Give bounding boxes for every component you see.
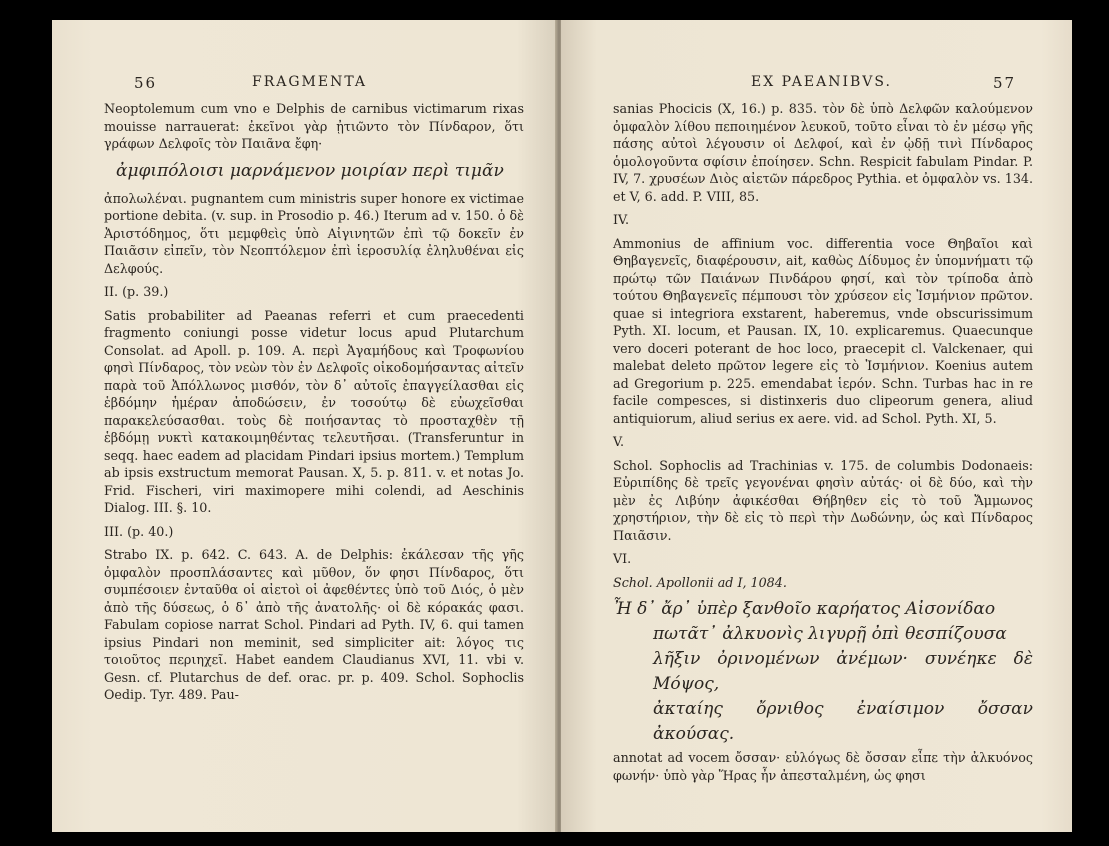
section-heading: IV.	[613, 212, 629, 227]
section-heading: II. (p. 39.)	[104, 284, 169, 299]
verse-line: Ἦ δ᾽ ἄρ᾽ ὑπὲρ ξανθοῖο καρήατος Αἰσονίδαο	[613, 599, 996, 619]
paragraph: Ammonius de affinium voc. differentia voce Θηβαῖοι καὶ Θηβαγενεῖς, διαφέρουσιν, ait, καθὼς Δίδυμος ἐν ὑπομνήματι τῷ πρώτῳ τῶν Παιάνων Πινδάρου φησί, καὶ τὸν τρίποδα ἀπὸ τούτου Θηβαγενεῖς πέμπουσι τὸν χρύσεον εἰς Ἰσμήνιον πρῶτον. quae si integriora exstarent, haberemus, vnde obscurissimum Pyth. XI. locum, et Pausan. IX, 10. explicaremus. Quaecunque vero doceri poterant de hoc loco, praecepit cl. Valckenaer, qui malebat deleto πρῶτον legere εἰς τὸ Ἰσμήνιον. Koenius autem ad Gregorium p. 225. emendabat ἱερόν. Schn. Turbas hac in re facile compesces, si distinxeris duo clipeorum genera, aliud antiquiorum, aliud serius ex aere. vid. ad Schol. Pyth. XI, 5.	[613, 235, 1033, 426]
paragraph: ἀπολωλέναι. pugnantem cum ministris super honore ex victimae portione debita. (v. sup. in Prosodio p. 46.) Iterum ad v. 150. ὁ δὲ Ἀριστόδημος, ὅτι μεμφθεὶς ὑπὸ Αἰγινητῶν ἐπὶ τῷ δοκεῖν ἐν Παιᾶσιν εἰπεῖν, τὸν Νεοπτόλεμον ἐπὶ ἱεροσυλίᾳ ἐληλυθέναι εἰς Δελφούς.	[104, 190, 524, 276]
page-number: 57	[993, 74, 1017, 92]
paragraph: Satis probabiliter ad Paeanas referri et cum praecedenti fragmento coniungi posse videtur locus apud Plutarchum Consolat. ad Apoll. p. 109. A. περὶ Ἀγαμήδους καὶ Τροφωνίου φησὶ Πίνδαρος, τὸν νεὼν τὸν ἐν Δελφοῖς οἰκοδομήσαντας αἰτεῖν παρὰ τοῦ Ἀπόλλωνος μισθόν, τὸν δ᾽ αὐτοῖς ἐπαγγείλασθαι εἰς ἑβδόμην ἡμέραν ἀποδώσειν, ἐν τοσούτῳ δὲ εὐωχεῖσθαι παρακελεύσασθαι. τοὺς δὲ ποιήσαντας τὸ προσταχθὲν τῇ ἑβδόμῃ νυκτὶ κατακοιμηθέντας τελευτῆσαι. (Transferuntur in seqq. haec eadem ad placidam Pindari ipsius mortem.) Templum ab ipsis exstructum memorat Pausan. X, 5. p. 811. v. et notas Jo. Frid. Fischeri, viri maximopere mihi colendi, ad Aeschinis Dialog. III. §. 10.	[104, 307, 524, 515]
paragraph: Schol. Apollonii ad I, 1084.	[613, 574, 787, 590]
running-head: FRAGMENTA	[252, 74, 368, 90]
verse-line: λῆξιν ὀρινομένων ἀνέμων· συνέηκε δὲ Μόψος,	[653, 649, 1033, 694]
paragraph: Neoptolemum cum vno e Delphis de carnibus victimarum rixas mouisse narrauerat: ἐκεῖνοι γὰρ ᾐτιῶντο τὸν Πίνδαρον, ὅτι γράφων Δελφοῖς τὸν Παιᾶνα ἔφη·	[104, 101, 524, 151]
paragraph: annotat ad vocem ὄσσαν· εὐλόγως δὲ ὄσσαν εἶπε τὴν ἀλκυόνος φωνήν· ὑπὸ γὰρ Ἥρας ἦν ἀπεσταλμένη, ὡς φησι	[613, 750, 1033, 783]
right-page	[561, 20, 1072, 832]
paragraph: Strabo IX. p. 642. C. 643. A. de Delphis: ἐκάλεσαν τῆς γῆς ὀμφαλὸν προσπλάσαντες καὶ μῦθον, ὅν φησι Πίνδαρος, ὅτι συμπέσοιεν ἐνταῦθα οἱ αἰετοὶ οἱ ἀφεθέντες ὑπὸ τοῦ Διός, ὁ μὲν ἀπὸ τῆς δύσεως, ὁ δ᾽ ἀπὸ τῆς ἀνατολῆς· οἱ δὲ κόρακάς φασι. Fabulam copiose narrat Schol. Pindari ad Pyth. IV, 6. qui tamen ipsius Pindari non meminit, sed simpliciter ait: λόγος τις τοιοῦτος περιηχεῖ. Habet eandem Claudianus XVI, 11. vbi v. Gesn. cf. Plutarchus de def. orac. pr. p. 409. Schol. Sophoclis Oedip. Tyr. 489. Pau-	[104, 547, 524, 702]
verse-line: ἀκταίης ὄρνιθος ἐναίσιμον ὄσσαν ἀκούσας.	[653, 699, 1033, 744]
verse-line: πωτᾶτ᾽ ἀλκυονὶς λιγυρῇ ὀπὶ θεσπίζουσα	[653, 624, 1007, 644]
page-number: 56	[134, 74, 158, 92]
section-heading: V.	[613, 434, 624, 449]
section-heading: VI.	[613, 551, 632, 566]
verse-line: ἀμφιπόλοισι μαρνάμενον μοιρίαν περὶ τιμᾶν	[116, 160, 504, 181]
left-text	[104, 100, 524, 710]
open-book	[52, 20, 1072, 832]
paragraph: Schol. Sophoclis ad Trachinias v. 175. de columbis Dodonaeis: Εὐριπίδης δὲ τρεῖς γεγονέναι φησὶν αὐτάς· οἱ δὲ δύο, καὶ τὴν μὲν ἐς Λιβύην ἀφικέσθαι Θήβηθεν εἰς τὸ τοῦ Ἄμμωνος χρηστήριον, τὴν δὲ εἰς τὸ περὶ τὴν Δωδώνην, ὡς καὶ Πίνδαρος Παιᾶσιν.	[613, 457, 1033, 543]
paragraph: sanias Phocicis (X, 16.) p. 835. τὸν δὲ ὑπὸ Δελφῶν καλούμενον ὀμφαλὸν λίθου πεποιημένον λευκοῦ, τοῦτο εἶναι τὸ ἐν μέσῳ γῆς πάσης αὐτοὶ λέγουσιν οἱ Δελφοί, καὶ ἐν ᾠδῇ τινὶ Πίνδαρος ὁμολογοῦντα σφίσιν ἐποίησεν. Schn. Respicit fabulam Pindar. P. IV, 7. χρυσέων Διὸς αἰετῶν πάρεδρος Pythia. et ὀμφαλὸν vs. 134. et V, 6. add. P. VIII, 85.	[613, 101, 1033, 204]
section-heading: III. (p. 40.)	[104, 523, 174, 539]
right-text	[613, 100, 1033, 790]
left-page	[52, 20, 557, 832]
running-head: EX PAEANIBVS.	[751, 74, 892, 90]
